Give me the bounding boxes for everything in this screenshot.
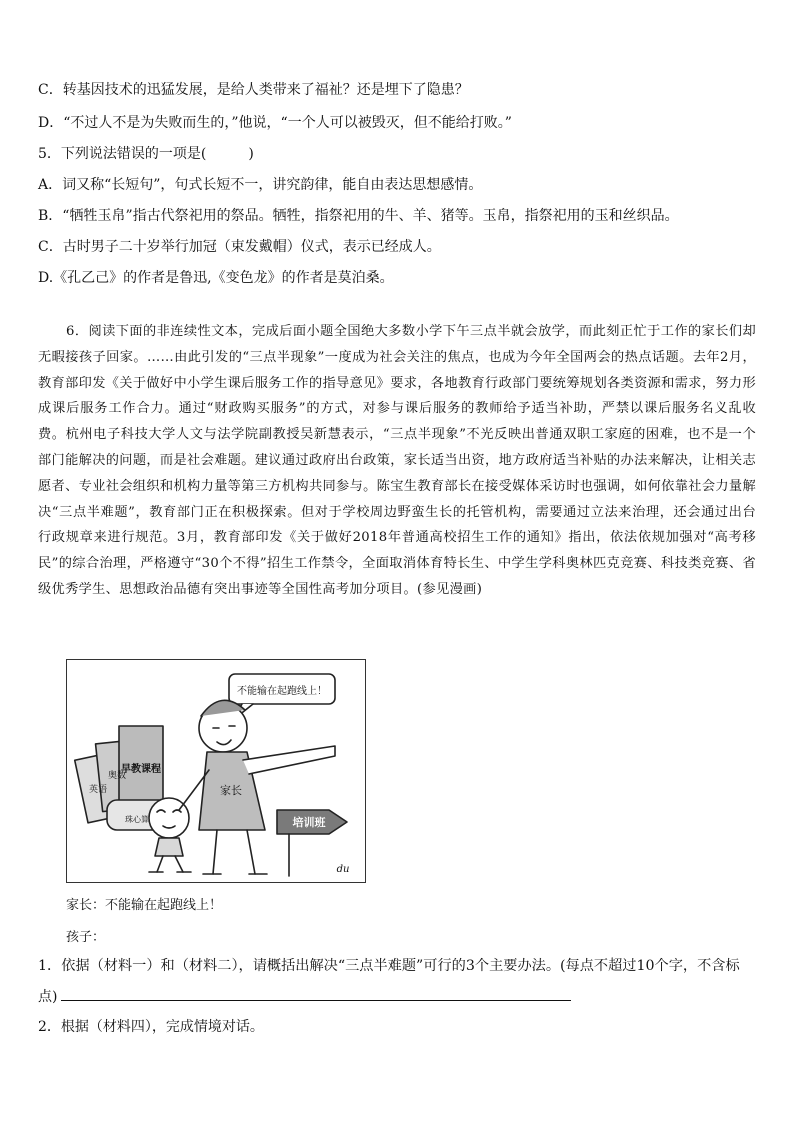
shirt-label-parent: 家长 [220, 784, 242, 797]
caption-child: 孩子： [66, 930, 106, 945]
option-d-q5: D.《孔乙己》的作者是鲁迅,《变色龙》的作者是莫泊桑。 [38, 270, 394, 286]
answer-blank-q1[interactable] [61, 986, 571, 1001]
question-1-line-2 [38, 986, 756, 1007]
book-label-early-education: 早教课程 [121, 764, 161, 775]
option-b-q5: B．“牺牲玉帛”指古代祭祀用的祭品。牺牲，指祭祀用的牛、羊、猪等。玉帛，指祭祀用的玉和丝织品。 [38, 208, 679, 224]
caption-parent: 家长：不能输在起跑线上！ [66, 898, 223, 913]
question-6-text: 6．阅读下面的非连续性文本，完成后面小题全国绝大多数小学下午三点半就会放学，而此刻正忙于工作的家长们却无暇接孩子回家。……由此引发的“三点半现象”一度成为社会关注的焦点，也成为今年全国两会的热点话题。去年2月，教育部印发《关于做好中小学生课后服务工作的指导意见》要求，各地教育行政部门要统筹规划各类资源和需求，努力形成课后服务工作合力。通过“财政购买服务”的方式，对参与课后服务的教师给予适当补助，严禁以课后服务名义乱收费。杭州电子科技大学人文与法学院副教授吴新慧表示，“三点半现象”不光反映出普通双职工家庭的困难，也不是一个部门能解决的问题，而是社会难题。建议通过政府出台政策，家长适当出资，地方政府适当补贴的办法来解决，让相关志愿者、专业社会组织和机构力量等第三方机构共同参与。陈宝生教育部长在接受媒体采访时也强调，如何依靠社会力量解决“三点半难题”，教育部门正在积极探索。但对于学校周边野蛮生长的托管机构，需要通过立法来治理，还会通过出台行政规章来进行规范。3月，教育部印发《关于做好2018年普通高校招生工作的通知》指出，依法依规加强对“高考移民”的综合治理，严格遵守“30个不得”招生工作禁令，全面取消体育特长生、中学生学科奥林匹克竞赛、科技类竞赛、省级优秀学生、思想政治品德有突出事迹等全国性高考加分项目。(参见漫画) [38, 324, 756, 597]
question-1-line-1: 1．依据（材料一）和（材料二），请概括出解决“三点半难题”可行的3个主要办法。(每点不超过10个字，不含标 [38, 958, 740, 974]
question-5: 5．下列说法错误的一项是( ) [38, 146, 254, 162]
option-d-q4: D．“不过人不是为失败而生的，”他说，“一个人可以被毁灭，但不能给打败。” [38, 115, 512, 131]
speech-bubble-text: 不能输在起跑线上！ [237, 686, 327, 697]
artist-signature: du [336, 864, 350, 875]
book-label-olympiad-math: 奥数 [107, 771, 127, 781]
cartoon-illustration [67, 660, 365, 882]
option-c-q4: C．转基因技术的迅猛发展，是给人类带来了福祉？还是埋下了隐患？ [38, 82, 469, 98]
option-c-q5: C．古时男子二十岁举行加冠（束发戴帽）仪式，表示已经成人。 [38, 239, 441, 255]
question-1-tail: 点) [38, 989, 58, 1005]
cartoon-image [66, 659, 366, 883]
book-label-english: 英语 [88, 785, 108, 795]
sign-label-training-class: 培训班 [292, 816, 326, 829]
book-label-abacus: 珠心算 [125, 815, 149, 824]
question-6-passage [38, 319, 756, 603]
question-2: 2．根据（材料四），完成情境对话。 [38, 1019, 264, 1035]
option-a-q5: A．词又称“长短句”，句式长短不一，讲究韵律，能自由表达思想感情。 [38, 177, 483, 193]
